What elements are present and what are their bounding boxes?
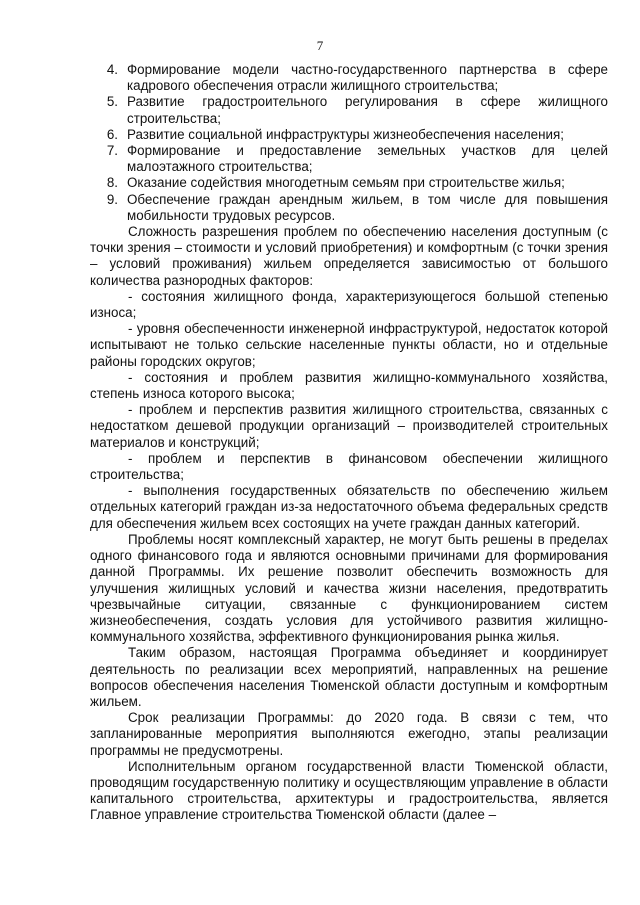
list-item-number: 4. (106, 62, 118, 77)
factor-item: - выполнения государственных обязательств по обеспечению жильем отдельных категорий граждан из-за недостаточного объема федеральных средств для обеспечения жильем всех состоящих на учете граждан данных категорий. (90, 483, 608, 531)
list-item-number: 5. (106, 94, 118, 110)
paragraph-term: Срок реализации Программы: до 2020 года. В связи с тем, что запланированные мероприятия выполняются ежегодно, этапы реализации программы не предусмотрены. (90, 710, 608, 758)
list-item-number: 7. (106, 143, 118, 159)
factor-item: - состояния и проблем развития жилищно-коммунального хозяйства, степень износа которого высока; (90, 369, 608, 402)
paragraph-executive-body: Исполнительным органом государственной власти Тюменской области, проводящим государственную политику и осуществляющим управление в области капитального строительства, архитектуры и градостроительства, является Главное управление строительства Тюменской области (далее – (90, 758, 608, 823)
factor-item: - уровня обеспеченности инженерной инфраструктурой, недостаток которой испытывают не только сельские населенные пункты области, но и отдельные районы городских округов; (90, 321, 608, 369)
list-item-number: 8. (106, 175, 118, 191)
list-item-number: 9. (106, 191, 118, 207)
paragraph-coordination: Таким образом, настоящая Программа объединяет и координирует деятельность по реализации всех мероприятий, направленных на решение вопросов обеспечения населения Тюменской области доступным и комфортным жильем. (90, 645, 608, 709)
list-item (90, 127, 608, 143)
list-item (90, 192, 608, 224)
paragraph-problems: Проблемы носят комплексный характер, не могут быть решены в пределах одного финансового года и являются основными причинами для формирования данной Программы. Их решение позволит обеспечить возможность для улучшения жилищных условий и качества жизни населения, предотвратить чрезвычайные ситуации, связанные с функционированием систем жизнеобеспечения, создать условия для устойчивого развития жилищно-коммунального хозяйства, эффективного функционирования рынка жилья. (90, 531, 608, 645)
list-item-text: Развитие градостроительного регулирования в сфере жилищного строительства; (127, 94, 608, 126)
page-body (90, 62, 608, 824)
factor-item: - проблем и перспектив в финансовом обеспечении жилищного строительства; (90, 450, 608, 483)
list-item (90, 94, 608, 126)
list-item-text: Формирование модели частно-государственного партнерства в сфере кадрового обеспечения отрасли жилищного строительства; (127, 62, 608, 94)
list-item-number: 6. (106, 126, 118, 142)
numbered-list (90, 62, 608, 224)
page-number: 7 (316, 38, 324, 53)
list-item-text: Оказание содействия многодетным семьям при строительстве жилья; (127, 175, 565, 191)
list-item-text: Формирование и предоставление земельных участков для целей малоэтажного строительства; (127, 143, 608, 175)
list-item-text: Обеспечение граждан арендным жильем, в том числе для повышения мобильности трудовых ресурсов. (127, 191, 608, 223)
list-item (90, 175, 608, 191)
paragraph-complexity: Сложность разрешения проблем по обеспечению населения доступным (с точки зрения – стоимости и условий приобретения) и комфортным (с точки зрения – условий проживания) жильем определяется зависимостью от большого количества разнородных факторов: (90, 224, 608, 288)
list-item (90, 143, 608, 175)
list-item (90, 62, 608, 94)
factor-item: - состояния жилищного фонда, характеризующегося большой степенью износа; (90, 288, 608, 321)
factor-item: - проблем и перспектив развития жилищного строительства, связанных с недостатком дешевой продукции организаций – производителей строительных материалов и конструкций; (90, 402, 608, 450)
list-item-text: Развитие социальной инфраструктуры жизнеобеспечения населения; (127, 126, 564, 142)
